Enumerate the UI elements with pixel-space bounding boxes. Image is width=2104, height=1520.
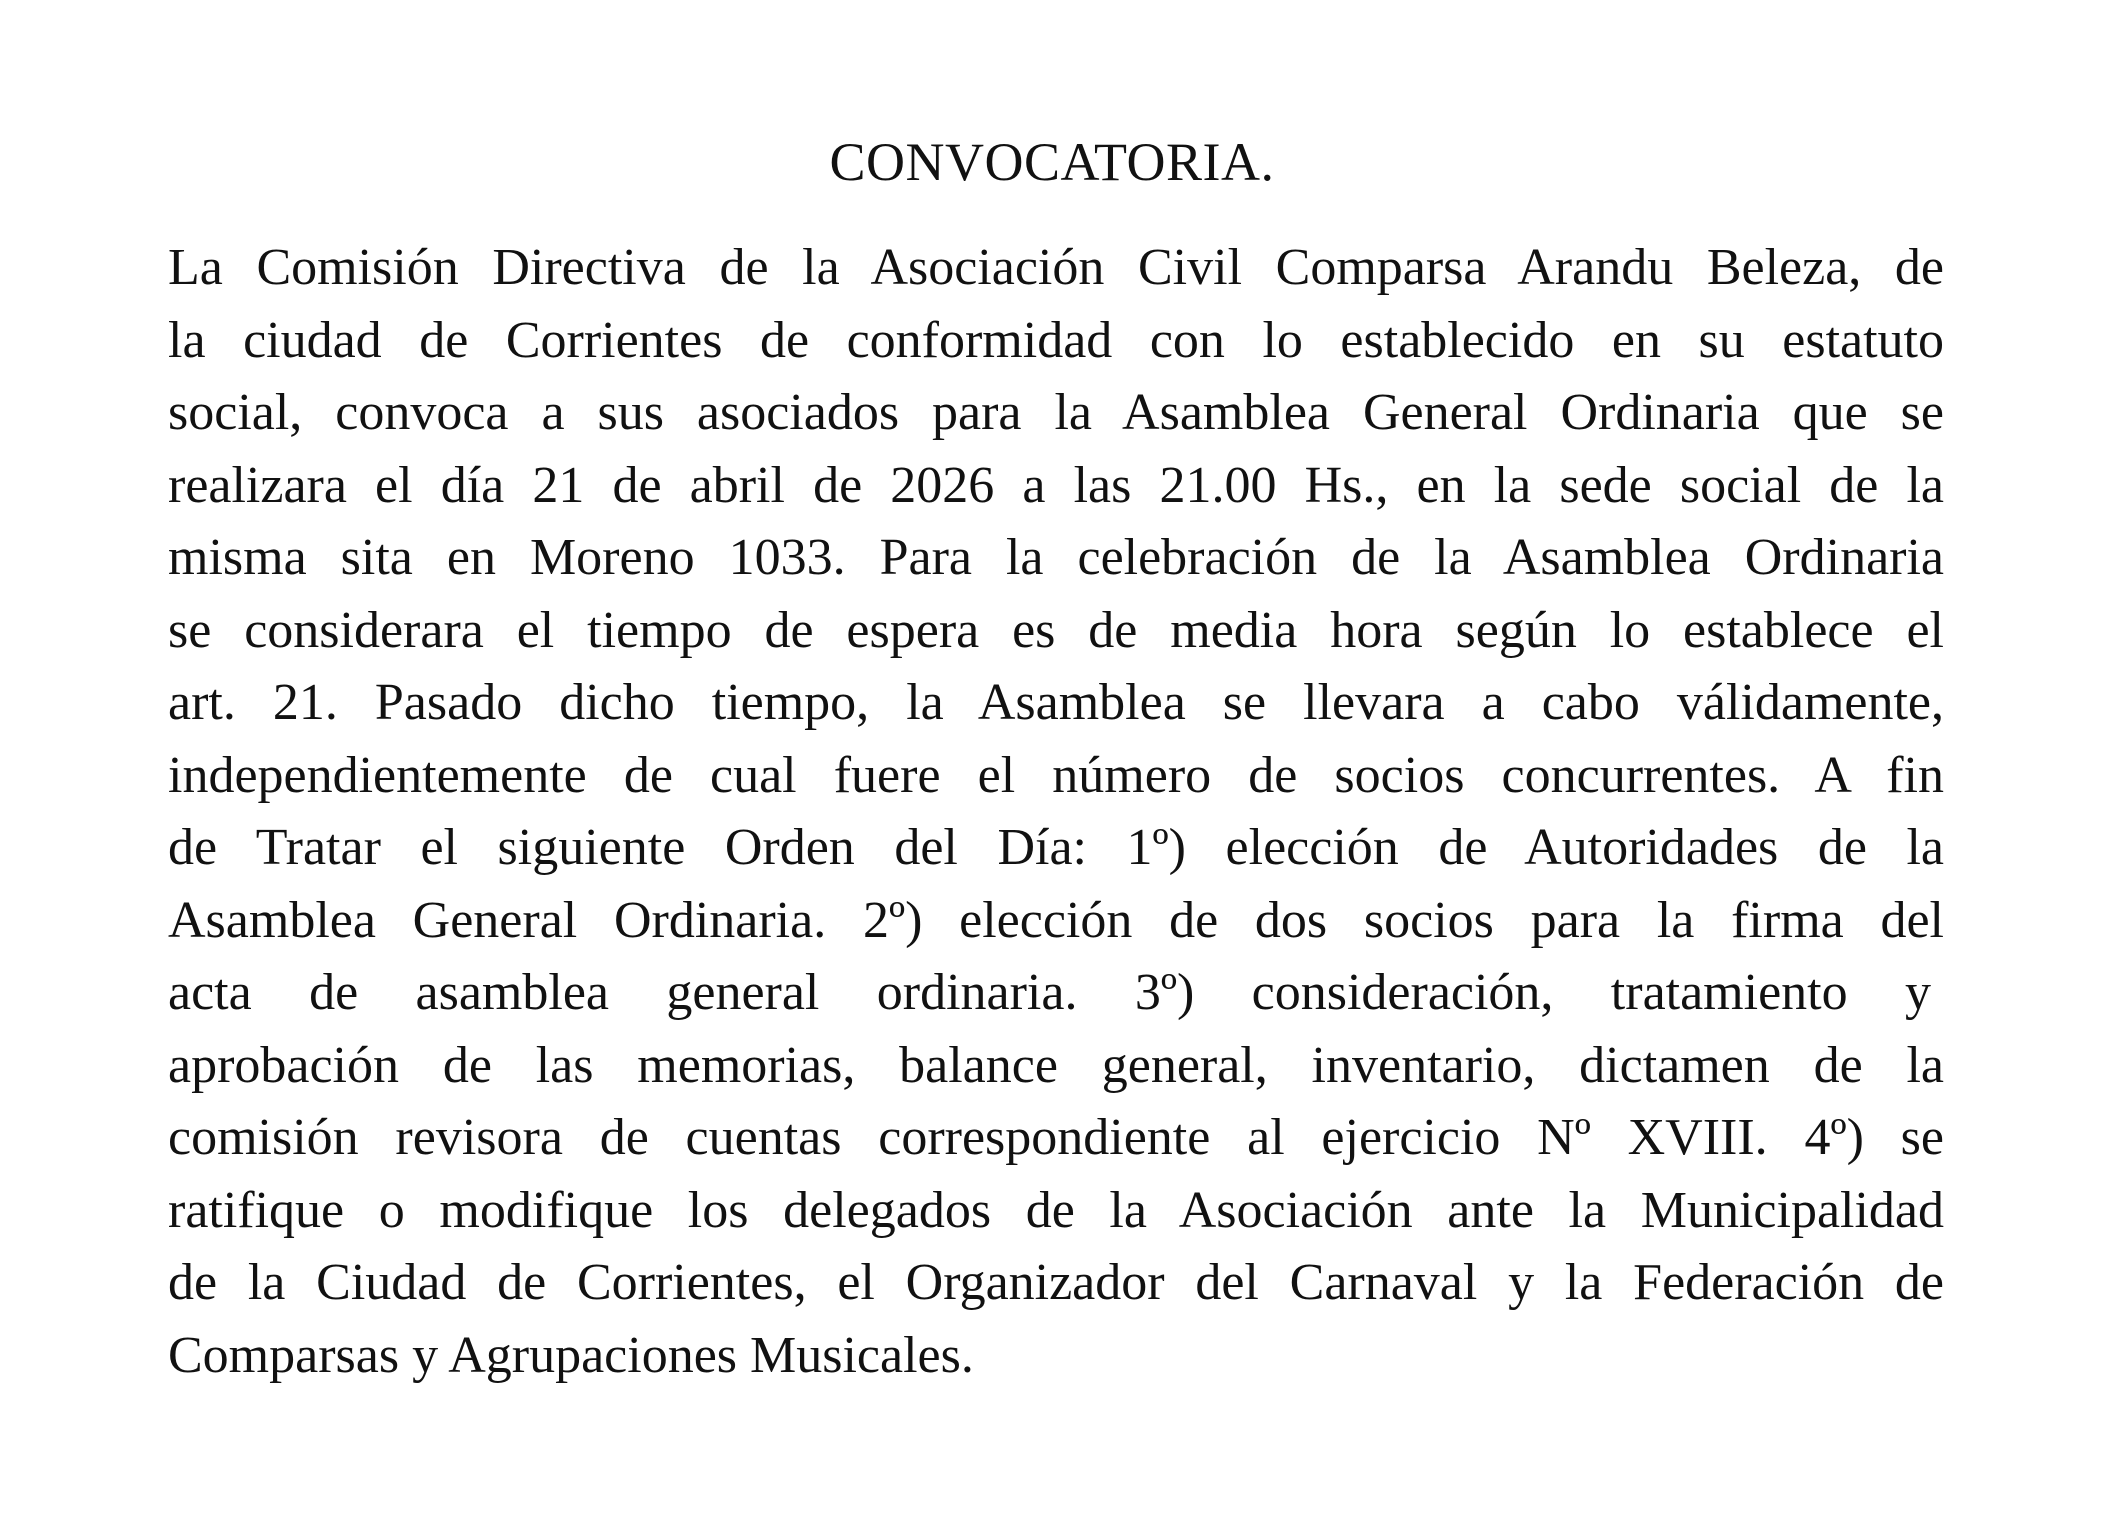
body-line: social, convoca a sus asociados para la Asamblea General Ordinaria que se: [168, 384, 1944, 441]
body-line: Asamblea General Ordinaria. 2º) elección de dos socios para la firma del: [168, 891, 1944, 949]
body-line: de la Ciudad de Corrientes, el Organizador del Carnaval y la Federación de: [168, 1254, 1944, 1311]
body-line: realizara el día 21 de abril de 2026 a las 21.00 Hs., en la sede social de la: [168, 456, 1944, 514]
body-line: de Tratar el siguiente Orden del Día: 1º) elección de Autoridades de la: [168, 819, 1944, 876]
body-line: acta de asamblea general ordinaria. 3º) consideración, tratamiento y: [168, 964, 1931, 1021]
body-line: Comparsas y Agrupaciones Musicales.: [168, 1326, 974, 1384]
body-line: misma sita en Moreno 1033. Para la celebración de la Asamblea Ordinaria: [168, 529, 1944, 586]
document-title: CONVOCATORIA.: [829, 132, 1275, 192]
document-body: [168, 232, 1944, 1392]
body-line: la ciudad de Corrientes de conformidad con lo establecido en su estatuto: [168, 311, 1944, 369]
body-line: aprobación de las memorias, balance general, inventario, dictamen de la: [168, 1036, 1944, 1094]
body-line: comisión revisora de cuentas correspondiente al ejercicio Nº XVIII. 4º) se: [168, 1109, 1944, 1166]
body-line: se considerara el tiempo de espera es de media hora según lo establece el: [168, 601, 1944, 659]
body-line: art. 21. Pasado dicho tiempo, la Asamblea se llevara a cabo válidamente,: [168, 674, 1944, 731]
body-line: independientemente de cual fuere el número de socios concurrentes. A fin: [168, 746, 1944, 804]
body-line: ratifique o modifique los delegados de la Asociación ante la Municipalidad: [168, 1181, 1944, 1239]
body-line: La Comisión Directiva de la Asociación Civil Comparsa Arandu Beleza, de: [168, 239, 1944, 296]
